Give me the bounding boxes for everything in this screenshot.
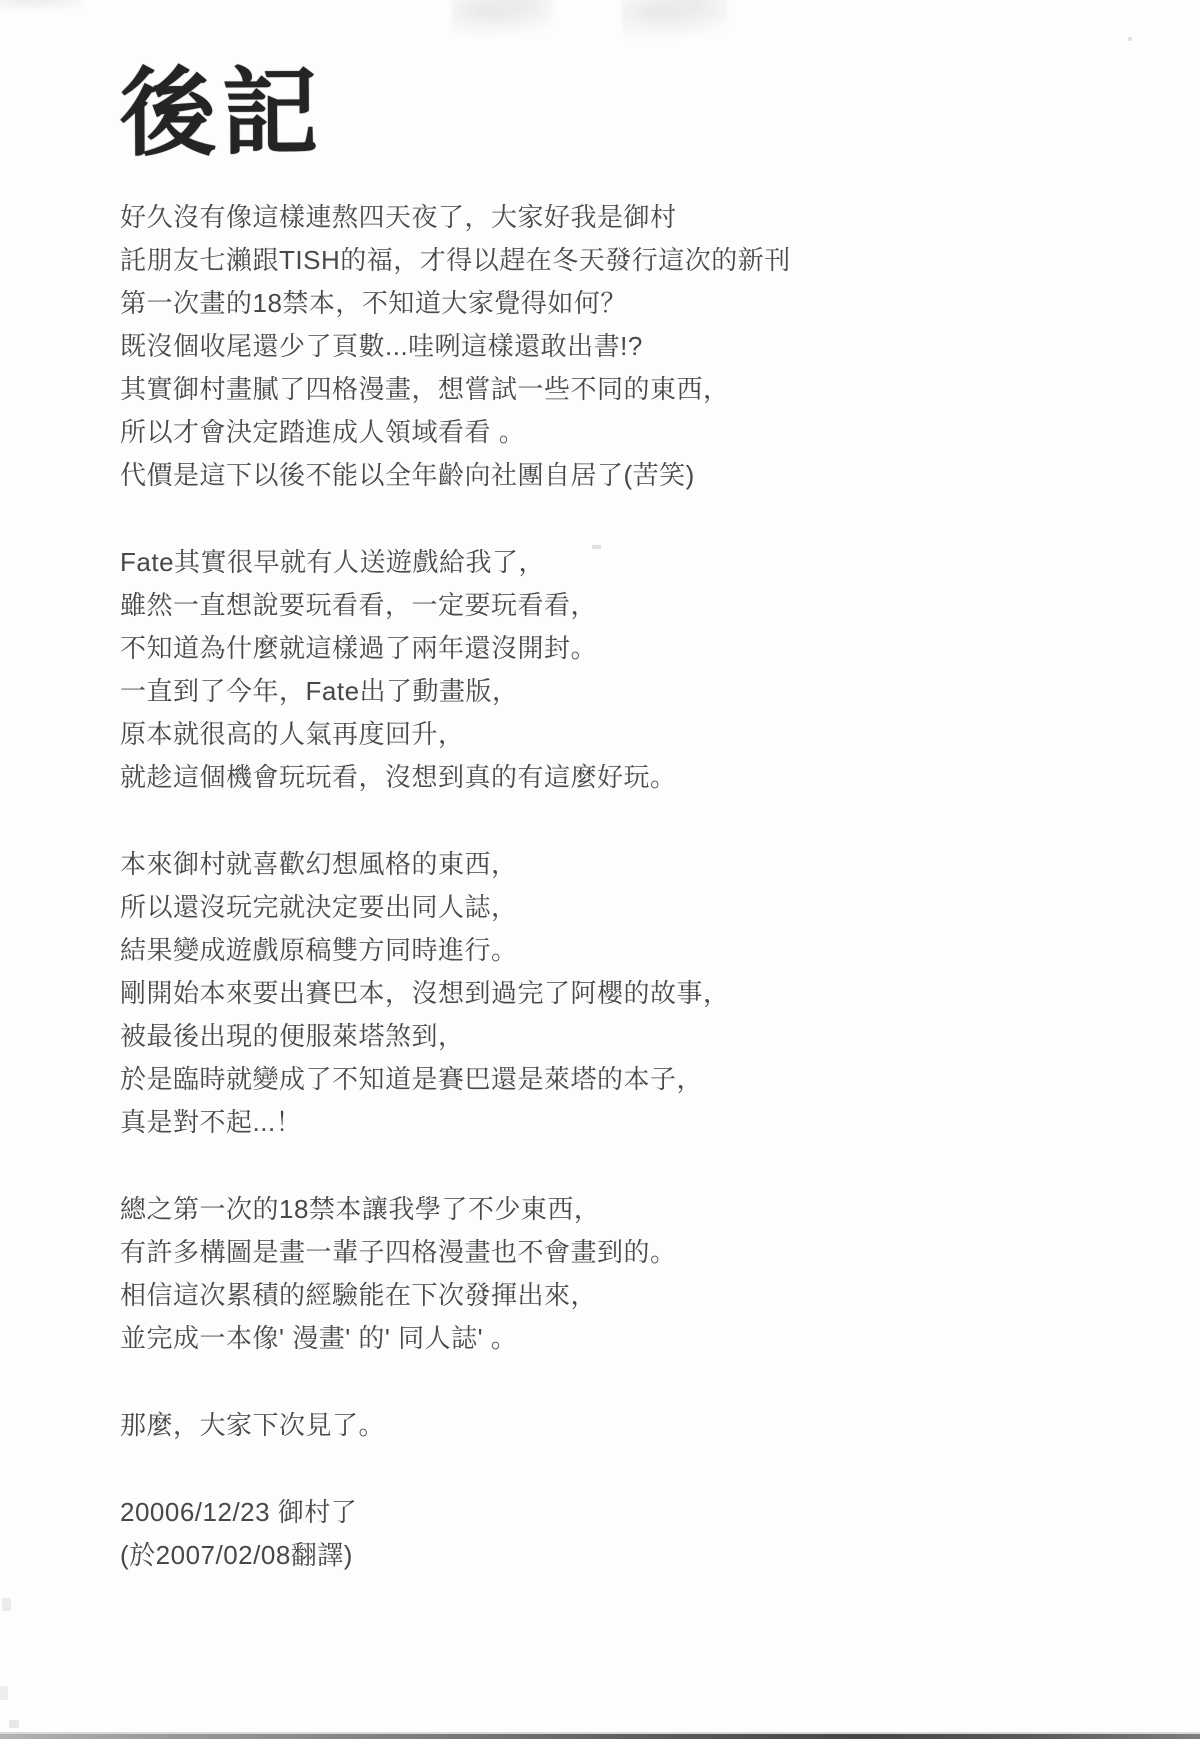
page-title: 後記 [119,59,325,168]
scan-smudge [452,0,552,38]
text-line: 剛開始本來要出賽巴本，沒想到過完了阿櫻的故事， [120,978,730,1008]
text-line: 代價是這下以後不能以全年齡向社團自居了(苦笑) [120,460,695,490]
paragraph-lessons [120,1188,1100,1360]
scan-speck [9,1720,19,1728]
paragraph-production [120,843,1100,1144]
text-line: 託朋友七瀨跟TISH的福，才得以趕在冬天發行這次的新刊 [120,245,791,275]
colophon-translation-date: (於2007/02/08翻譯) [120,1540,353,1570]
text-line: 就趁這個機會玩玩看，沒想到真的有這麼好玩。 [120,762,677,792]
text-line: 所以才會決定踏進成人領域看看 。 [120,417,526,447]
scan-speck [2,1598,11,1611]
text-line: 被最後出現的便服萊塔煞到， [120,1021,465,1051]
text-line: Fate其實很早就有人送遊戲給我了， [120,547,546,577]
text-line: 既沒個收尾還少了頁數...哇咧這樣還敢出書!? [120,331,643,361]
scan-speck [1128,37,1132,41]
text-line: 原本就很高的人氣再度回升， [120,719,465,749]
closing-line [120,1404,1100,1447]
afterword-content [119,59,1100,1621]
text-line: 並完成一本像' 漫畫' 的' 同人誌' 。 [120,1323,518,1353]
text-line: 相信這次累積的經驗能在下次發揮出來， [120,1280,598,1310]
text-line: 真是對不起...！ [120,1107,303,1137]
text-line: 第一次畫的18禁本，不知道大家覺得如何？ [120,288,627,318]
scan-edge-line [0,1732,1200,1739]
text-line: 其實御村畫膩了四格漫畫，想嘗試一些不同的東西， [120,374,730,404]
scan-smudge [0,0,81,12]
text-line: 本來御村就喜歡幻想風格的東西， [120,849,518,879]
colophon [120,1491,1100,1577]
paragraph-fate [120,541,1100,799]
text-line: 那麼，大家下次見了。 [120,1410,386,1440]
text-line: 一直到了今年，Fate出了動畫版， [120,676,519,706]
scan-speck [0,1686,8,1700]
text-line: 不知道為什麼就這樣過了兩年還沒開封。 [120,633,598,663]
text-line: 於是臨時就變成了不知道是賽巴還是萊塔的本子， [120,1064,704,1094]
text-line: 總之第一次的18禁本讓我學了不少東西， [120,1194,601,1224]
colophon-date-author: 20006/12/23 御村了 [120,1497,358,1527]
paragraph-intro [120,196,1100,497]
text-line: 有許多構圖是畫一輩子四格漫畫也不會畫到的。 [120,1237,677,1267]
text-line: 所以還沒玩完就決定要出同人誌， [120,892,518,922]
text-line: 結果變成遊戲原稿雙方同時進行。 [120,935,518,965]
text-line: 好久沒有像這樣連熬四天夜了，大家好我是御村 [120,202,677,232]
text-line: 雖然一直想說要玩看看，一定要玩看看， [120,590,598,620]
scan-smudge [622,0,727,40]
